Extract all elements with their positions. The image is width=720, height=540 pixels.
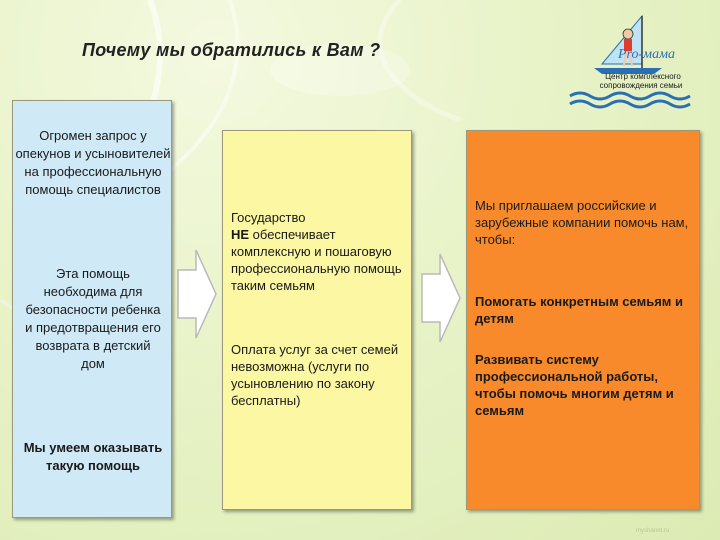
request-box (12, 100, 172, 518)
arrow-right-icon (176, 248, 218, 340)
logo-emblem (562, 12, 712, 112)
watermark: myshared.ru (636, 528, 670, 534)
logo (562, 12, 712, 112)
goal-families-text: Помогать конкретным семьям и детям (475, 294, 683, 326)
capability-text: Мы умеем оказывать такую помощь (23, 440, 163, 473)
arrow-right-icon (420, 252, 462, 344)
logo-text-line1: Центр комплексного (605, 72, 681, 81)
state-text (231, 209, 407, 294)
invitation-box (466, 130, 700, 510)
state-rest: обеспечивает комплексную и пошаговую профессиональную помощь таким семьям (231, 227, 402, 293)
payment-text: Оплата услуг за счет семей невозможна (услуги по усыновлению по закону бесплатны) (231, 342, 399, 408)
state-prefix: Государство (231, 210, 306, 225)
page-title: Почему мы обратились к Вам ? (82, 40, 381, 60)
state-box (222, 130, 412, 510)
request-text: Огромен запрос у опекунов и усыновителей на профессиональную помощь специалистов (15, 128, 171, 197)
state-not: НЕ (231, 227, 250, 242)
goal-system-text: Развивать систему профессиональной работы, чтобы помочь многим детям и семьям (475, 352, 674, 418)
logo-text-line2: сопровождения семьи (599, 81, 683, 90)
invitation-text: Мы приглашаем российские и зарубежные компании помочь нам, чтобы: (475, 198, 689, 247)
logo-brand: Pro-мама (618, 47, 676, 62)
need-text: Эта помощь необходима для безопасности ребенка и предотвращения его возврата в детский дом (25, 266, 161, 371)
